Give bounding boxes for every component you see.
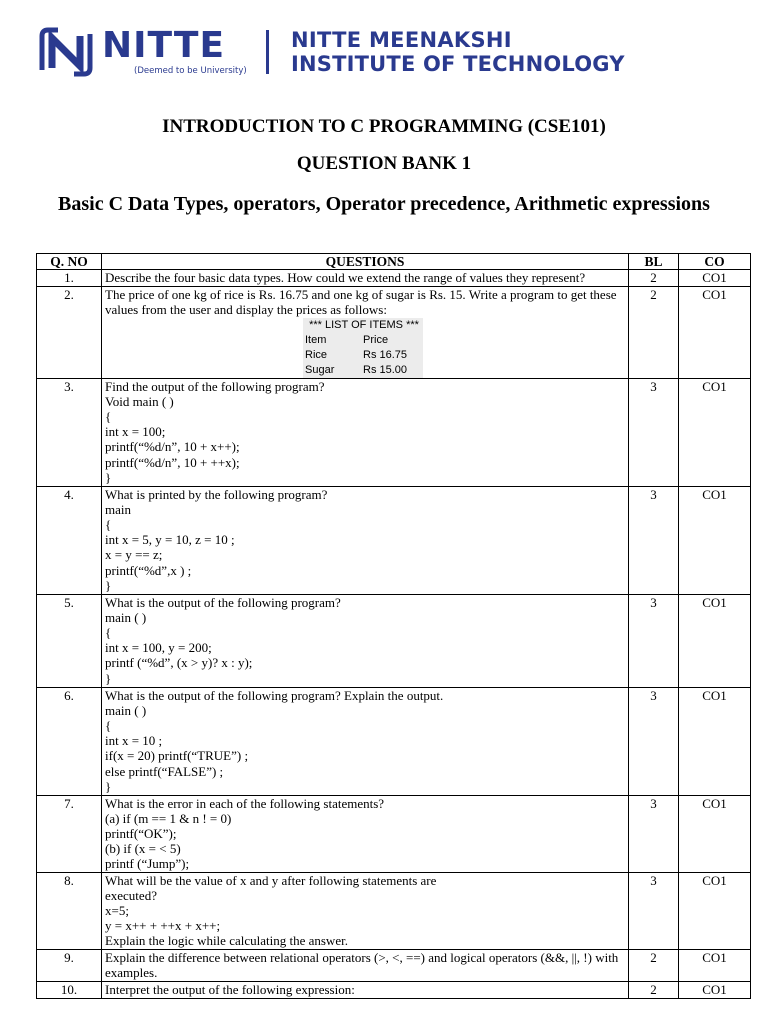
course-outcome: CO1 — [679, 872, 751, 949]
items-list-box — [303, 318, 423, 378]
brand-name: NITTE — [102, 25, 226, 66]
question-table — [36, 253, 751, 999]
table-row — [37, 795, 751, 872]
header-qno: Q. NO — [37, 254, 102, 270]
question-line: What will be the value of x and y after following statements are — [105, 872, 437, 888]
question-line: printf(“%d/n”, 10 + x++); — [105, 439, 240, 455]
bloom-level: 2 — [629, 287, 679, 378]
bloom-level: 2 — [629, 270, 679, 287]
header-divider — [266, 30, 269, 74]
question-line: Find the output of the following program? — [105, 378, 325, 394]
header-co: CO — [679, 254, 751, 270]
question-line: int x = 100, y = 200; — [105, 640, 212, 656]
course-title: INTRODUCTION TO C PROGRAMMING (CSE101) — [162, 116, 606, 137]
question-line: Describe the four basic data types. How could we extend the range of values they represent? — [105, 270, 586, 286]
question-line: printf(“%d/n”, 10 + ++x); — [105, 454, 240, 470]
question-line: Void main ( ) — [105, 393, 174, 409]
question-table-body — [37, 270, 751, 998]
nitte-logo-icon — [36, 26, 96, 78]
course-outcome: CO1 — [679, 378, 751, 486]
question-line: What is the error in each of the following statements? — [105, 795, 385, 811]
question-line: Explain the difference between relational operators (>, <, ==) and logical operators (&&, ||, !) with examples. — [105, 949, 619, 980]
header-bl: BL — [629, 254, 679, 270]
bloom-level: 2 — [629, 949, 679, 981]
question-text-cell — [102, 872, 629, 949]
question-line: (b) if (x = < 5) — [105, 841, 181, 857]
question-text-cell — [102, 594, 629, 687]
question-line: x = y == z; — [105, 547, 163, 563]
items-list-row — [305, 333, 423, 348]
course-outcome: CO1 — [679, 795, 751, 872]
question-number: 4. — [37, 486, 102, 594]
question-line: } — [105, 670, 112, 686]
question-line: main ( ) — [105, 609, 147, 625]
brand-block — [102, 25, 252, 76]
course-outcome: CO1 — [679, 687, 751, 795]
question-number: 8. — [37, 872, 102, 949]
question-number: 9. — [37, 949, 102, 981]
bloom-level: 3 — [629, 594, 679, 687]
question-line: What is the output of the following program? — [105, 594, 341, 610]
question-text-cell — [102, 981, 629, 998]
question-line: printf(“OK”); — [105, 826, 177, 842]
question-line: int x = 10 ; — [105, 733, 163, 749]
question-line: x=5; — [105, 903, 129, 919]
question-line: executed? — [105, 887, 157, 903]
question-line: What is printed by the following program? — [105, 486, 328, 502]
question-text-cell — [102, 687, 629, 795]
bloom-level: 3 — [629, 795, 679, 872]
institute-name — [291, 28, 625, 76]
table-row — [37, 981, 751, 998]
question-text-cell — [102, 378, 629, 486]
question-line: main — [105, 501, 131, 517]
course-outcome: CO1 — [679, 270, 751, 287]
question-text-cell — [102, 795, 629, 872]
question-line: int x = 100; — [105, 424, 166, 440]
bloom-level: 2 — [629, 981, 679, 998]
question-line: if(x = 20) printf(“TRUE”) ; — [105, 748, 249, 764]
question-line: (a) if (m == 1 & n ! = 0) — [105, 810, 232, 826]
question-number: 3. — [37, 378, 102, 486]
items-list-row — [305, 363, 423, 378]
question-line: int x = 5, y = 10, z = 10 ; — [105, 532, 235, 548]
topic-title: Basic C Data Types, operators, Operator precedence, Arithmetic expressions — [58, 193, 710, 215]
table-row — [37, 287, 751, 378]
table-header-row — [37, 254, 751, 270]
table-row — [37, 378, 751, 486]
question-line: } — [105, 577, 112, 593]
question-text-cell — [102, 270, 629, 287]
items-list-row — [305, 348, 423, 363]
page-header — [36, 26, 734, 78]
course-outcome: CO1 — [679, 594, 751, 687]
question-line: The price of one kg of rice is Rs. 16.75 and one kg of sugar is Rs. 15. Write a program to get these values from the user and display the prices as follows: — [105, 287, 617, 318]
table-row — [37, 270, 751, 287]
institute-line-1: NITTE MEENAKSHI — [291, 28, 512, 52]
question-line: Interpret the output of the following expression: — [105, 981, 355, 997]
bloom-level: 3 — [629, 378, 679, 486]
question-number: 6. — [37, 687, 102, 795]
question-number: 5. — [37, 594, 102, 687]
question-line: { — [105, 718, 112, 734]
items-list-title: *** LIST OF ITEMS *** — [309, 318, 419, 331]
question-number: 1. — [37, 270, 102, 287]
question-text-cell — [102, 287, 629, 378]
question-line: { — [105, 517, 112, 533]
question-line: { — [105, 409, 112, 425]
course-outcome: CO1 — [679, 981, 751, 998]
table-row — [37, 872, 751, 949]
question-line: main ( ) — [105, 702, 147, 718]
question-line: printf(“%d”,x ) ; — [105, 562, 192, 578]
question-number: 2. — [37, 287, 102, 378]
bloom-level: 3 — [629, 872, 679, 949]
bank-title: QUESTION BANK 1 — [296, 153, 472, 174]
table-row — [37, 594, 751, 687]
items-list-cell: Rice — [305, 348, 328, 361]
items-list-cell: Sugar — [305, 363, 335, 376]
table-row — [37, 687, 751, 795]
question-line: } — [105, 469, 112, 485]
question-number: 7. — [37, 795, 102, 872]
institute-line-2: INSTITUTE OF TECHNOLOGY — [291, 52, 625, 76]
course-outcome: CO1 — [679, 486, 751, 594]
question-line: printf (“%d”, (x > y)? x : y); — [105, 655, 253, 671]
question-text-cell — [102, 486, 629, 594]
question-line: { — [105, 625, 112, 641]
question-line: else printf(“FALSE”) ; — [105, 763, 224, 779]
question-line: Explain the logic while calculating the answer. — [105, 933, 348, 949]
question-line: y = x++ + ++x + x++; — [105, 918, 221, 934]
question-number: 10. — [37, 981, 102, 998]
question-line: printf (“Jump”); — [105, 856, 190, 872]
header-questions: QUESTIONS — [102, 254, 629, 270]
question-line: What is the output of the following program? Explain the output. — [105, 687, 444, 703]
question-line: } — [105, 778, 112, 794]
question-text-cell — [102, 949, 629, 981]
table-row — [37, 486, 751, 594]
items-list-cell: Rs 15.00 — [363, 363, 408, 376]
course-outcome: CO1 — [679, 949, 751, 981]
items-list-cell: Rs 16.75 — [363, 348, 408, 361]
bloom-level: 3 — [629, 687, 679, 795]
items-list-cell: Price — [363, 333, 389, 346]
items-list-cell: Item — [305, 333, 327, 346]
table-row — [37, 949, 751, 981]
bloom-level: 3 — [629, 486, 679, 594]
brand-subtitle: (Deemed to be University) — [134, 66, 247, 76]
course-outcome: CO1 — [679, 287, 751, 378]
